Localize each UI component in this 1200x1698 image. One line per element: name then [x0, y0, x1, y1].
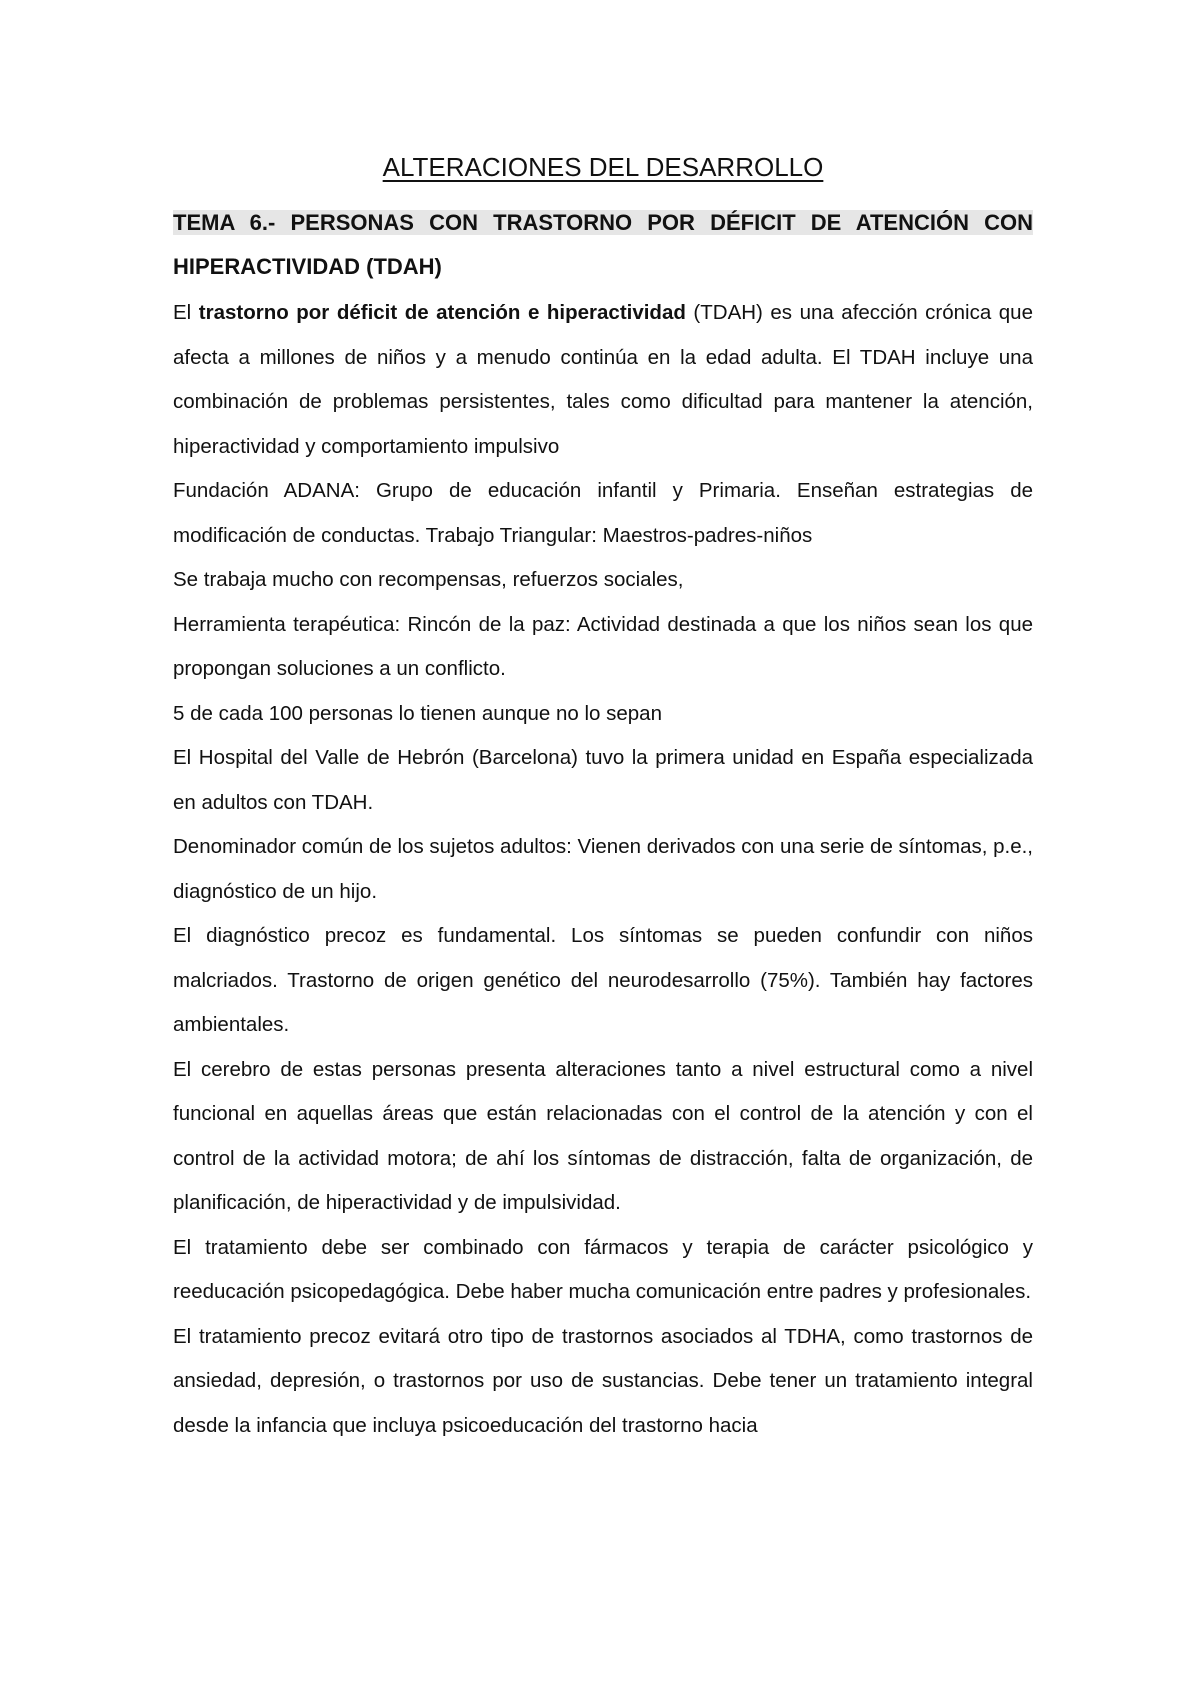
paragraph-cerebro: El cerebro de estas personas presenta alteraciones tanto a nivel estructural como a nivel funcional en aquellas áreas que están relacionadas con el control de la atención y con el control de la actividad motora; de ahí los síntomas de distracción, falta de organización, de planificación, de hiperactividad y de impulsividad. — [173, 1057, 1033, 1214]
paragraph-hospital: El Hospital del Valle de Hebrón (Barcelona) tuvo la primera unidad en España especializada en adultos con TDAH. — [173, 746, 1033, 814]
intro-lead: El — [173, 301, 199, 324]
intro-rest: (TDAH) es una afección crónica que afecta a millones de niños y a menudo continúa en la edad adulta. El TDAH incluye una combinación de problemas persistentes, tales como dificultad para mantener la atención, hiperactividad y comportamiento impulsivo — [173, 301, 1033, 458]
topic-heading-highlight: TEMA 6.- PERSONAS CON TRASTORNO POR DÉFICIT DE ATENCIÓN CON — [173, 210, 1033, 235]
paragraph-tratamiento-precoz: El tratamiento precoz evitará otro tipo de trastornos asociados al TDHA, como trastornos de ansiedad, depresión, o trastornos por uso de sustancias. Debe tener un tratamiento integral desde la infancia que incluya psicoeducación del trastorno hacia — [173, 1324, 1033, 1437]
paragraph-prevalencia: 5 de cada 100 personas lo tienen aunque no lo sepan — [173, 701, 662, 725]
paragraph-diagnostico: El diagnóstico precoz es fundamental. Los síntomas se pueden confundir con niños malcriados. Trastorno de origen genético del neurodesarrollo (75%). También hay factores ambientales. — [173, 924, 1033, 1036]
document-title: ALTERACIONES DEL DESARROLLO — [382, 152, 824, 182]
paragraph-tratamiento: El tratamiento debe ser combinado con fármacos y terapia de carácter psicológico y reeducación psicopedagógica. Debe haber mucha comunicación entre padres y profesionales. — [173, 1235, 1033, 1303]
topic-heading-line-1 — [173, 201, 1033, 245]
intro-paragraph — [173, 291, 1033, 469]
paragraph-adultos: Denominador común de los sujetos adultos: Vienen derivados con una serie de síntomas, p.e., diagnóstico de un hijo. — [173, 835, 1033, 903]
topic-heading-line-2: HIPERACTIVIDAD (TDAH) — [173, 254, 442, 279]
paragraph-adana: Fundación ADANA: Grupo de educación infantil y Primaria. Enseñan estrategias de modificación de conductas. Trabajo Triangular: Maestros-padres-niños — [173, 479, 1033, 547]
paragraph-rincon-paz: Herramienta terapéutica: Rincón de la paz: Actividad destinada a que los niños sean los que propongan soluciones a un conflicto. — [173, 612, 1033, 680]
paragraph-recompensas: Se trabaja mucho con recompensas, refuerzos sociales, — [173, 568, 684, 591]
document-page — [173, 147, 1033, 1448]
intro-bold-term: trastorno por déficit de atención e hiperactividad — [198, 301, 686, 324]
